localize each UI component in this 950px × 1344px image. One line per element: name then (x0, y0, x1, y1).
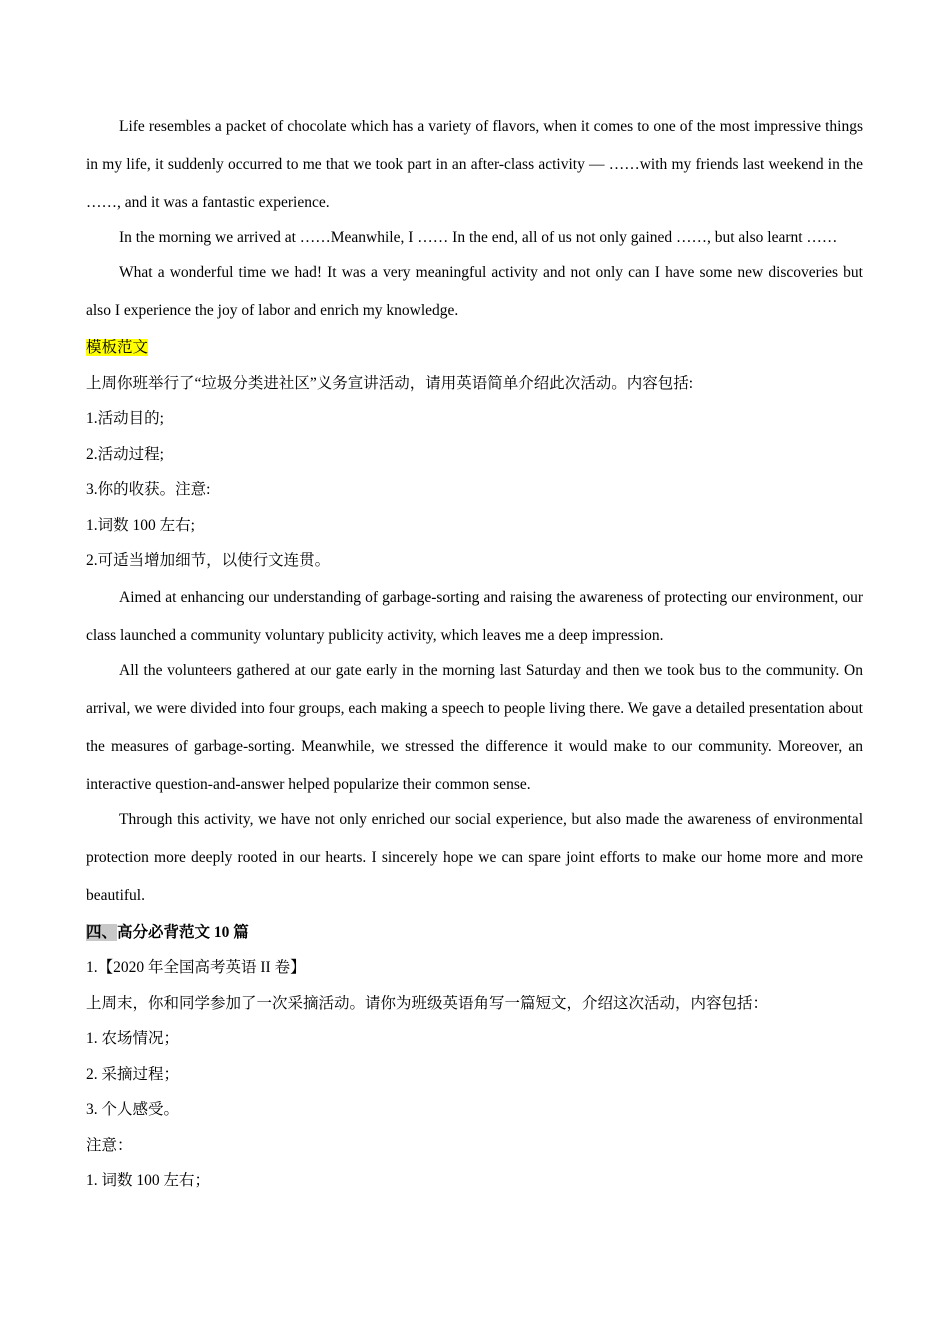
section-heading-title: 高分必背范文 10 篇 (117, 923, 249, 941)
section-heading-label: 四、 (86, 923, 118, 941)
prompt-line-5: 1.词数 100 左右; (86, 516, 195, 534)
exam-line-2: 1. 农场情况； (86, 1030, 180, 1047)
prompt-line-2: 1.活动目的; (86, 410, 164, 427)
model-paragraph-3: Through this activity, we have not only enriched our social experience, but also made the awareness of environmental protection more deeply rooted in our hearts. I sincerely hope we can spare joint efforts to make our home more and more beautiful. (86, 810, 863, 904)
exam-line-1: 上周末，你和同学参加了一次采摘活动。请你为班级英语角写一篇短文，介绍这次活动，内容包括： (86, 994, 769, 1012)
document-page (86, 108, 863, 1199)
template-paragraph-1: Life resembles a packet of chocolate which has a variety of flavors, when it comes to one of the most impressive things in my life, it suddenly occurred to me that we took part in an after-class activity — ……with my friends last weekend in the ……, and it was a fantastic experience. (86, 118, 863, 211)
prompt-line-1: 上周你班举行了“垃圾分类进社区”义务宣讲活动，请用英语简单介绍此次活动。内容包括: (86, 374, 694, 392)
exam-line-5: 注意： (86, 1136, 133, 1154)
prompt-line-3: 2.活动过程; (86, 445, 164, 463)
template-paragraph-2: In the morning we arrived at ……Meanwhile, I …… In the end, all of us not only gained ……, but also learnt …… (119, 229, 838, 246)
model-paragraph-2: All the volunteers gathered at our gate early in the morning last Saturday and then we took bus to the community. On arrival, we were divided into four groups, each making a speech to people living there. We gave a detailed presentation about the measures of garbage-sorting. Meanwhile, we stressed the difference it would make to our community. Moreover, an interactive question-and-answer helped popularize their common sense. (86, 661, 863, 793)
model-paragraph-1: Aimed at enhancing our understanding of garbage-sorting and raising the awareness of protecting our environment, our class launched a community voluntary publicity activity, which leaves me a deep impression. (86, 588, 863, 644)
prompt-line-6: 2.可适当增加细节，以使行文连贯。 (86, 552, 331, 569)
section-heading (86, 915, 863, 951)
exam-line-3: 2. 采摘过程； (86, 1065, 180, 1083)
model-heading-line (86, 330, 863, 366)
model-heading: 模板范文 (86, 339, 149, 356)
exam-line-6: 1. 词数 100 左右； (86, 1172, 211, 1189)
prompt-line-4: 3.你的收获。注意: (86, 481, 211, 498)
exam-item-title: 1.【2020 年全国高考英语 II 卷】 (86, 959, 306, 976)
exam-line-4: 3. 个人感受。 (86, 1101, 180, 1118)
template-paragraph-3: What a wonderful time we had! It was a very meaningful activity and not only can I have some new discoveries but also I experience the joy of labor and enrich my knowledge. (86, 264, 863, 319)
